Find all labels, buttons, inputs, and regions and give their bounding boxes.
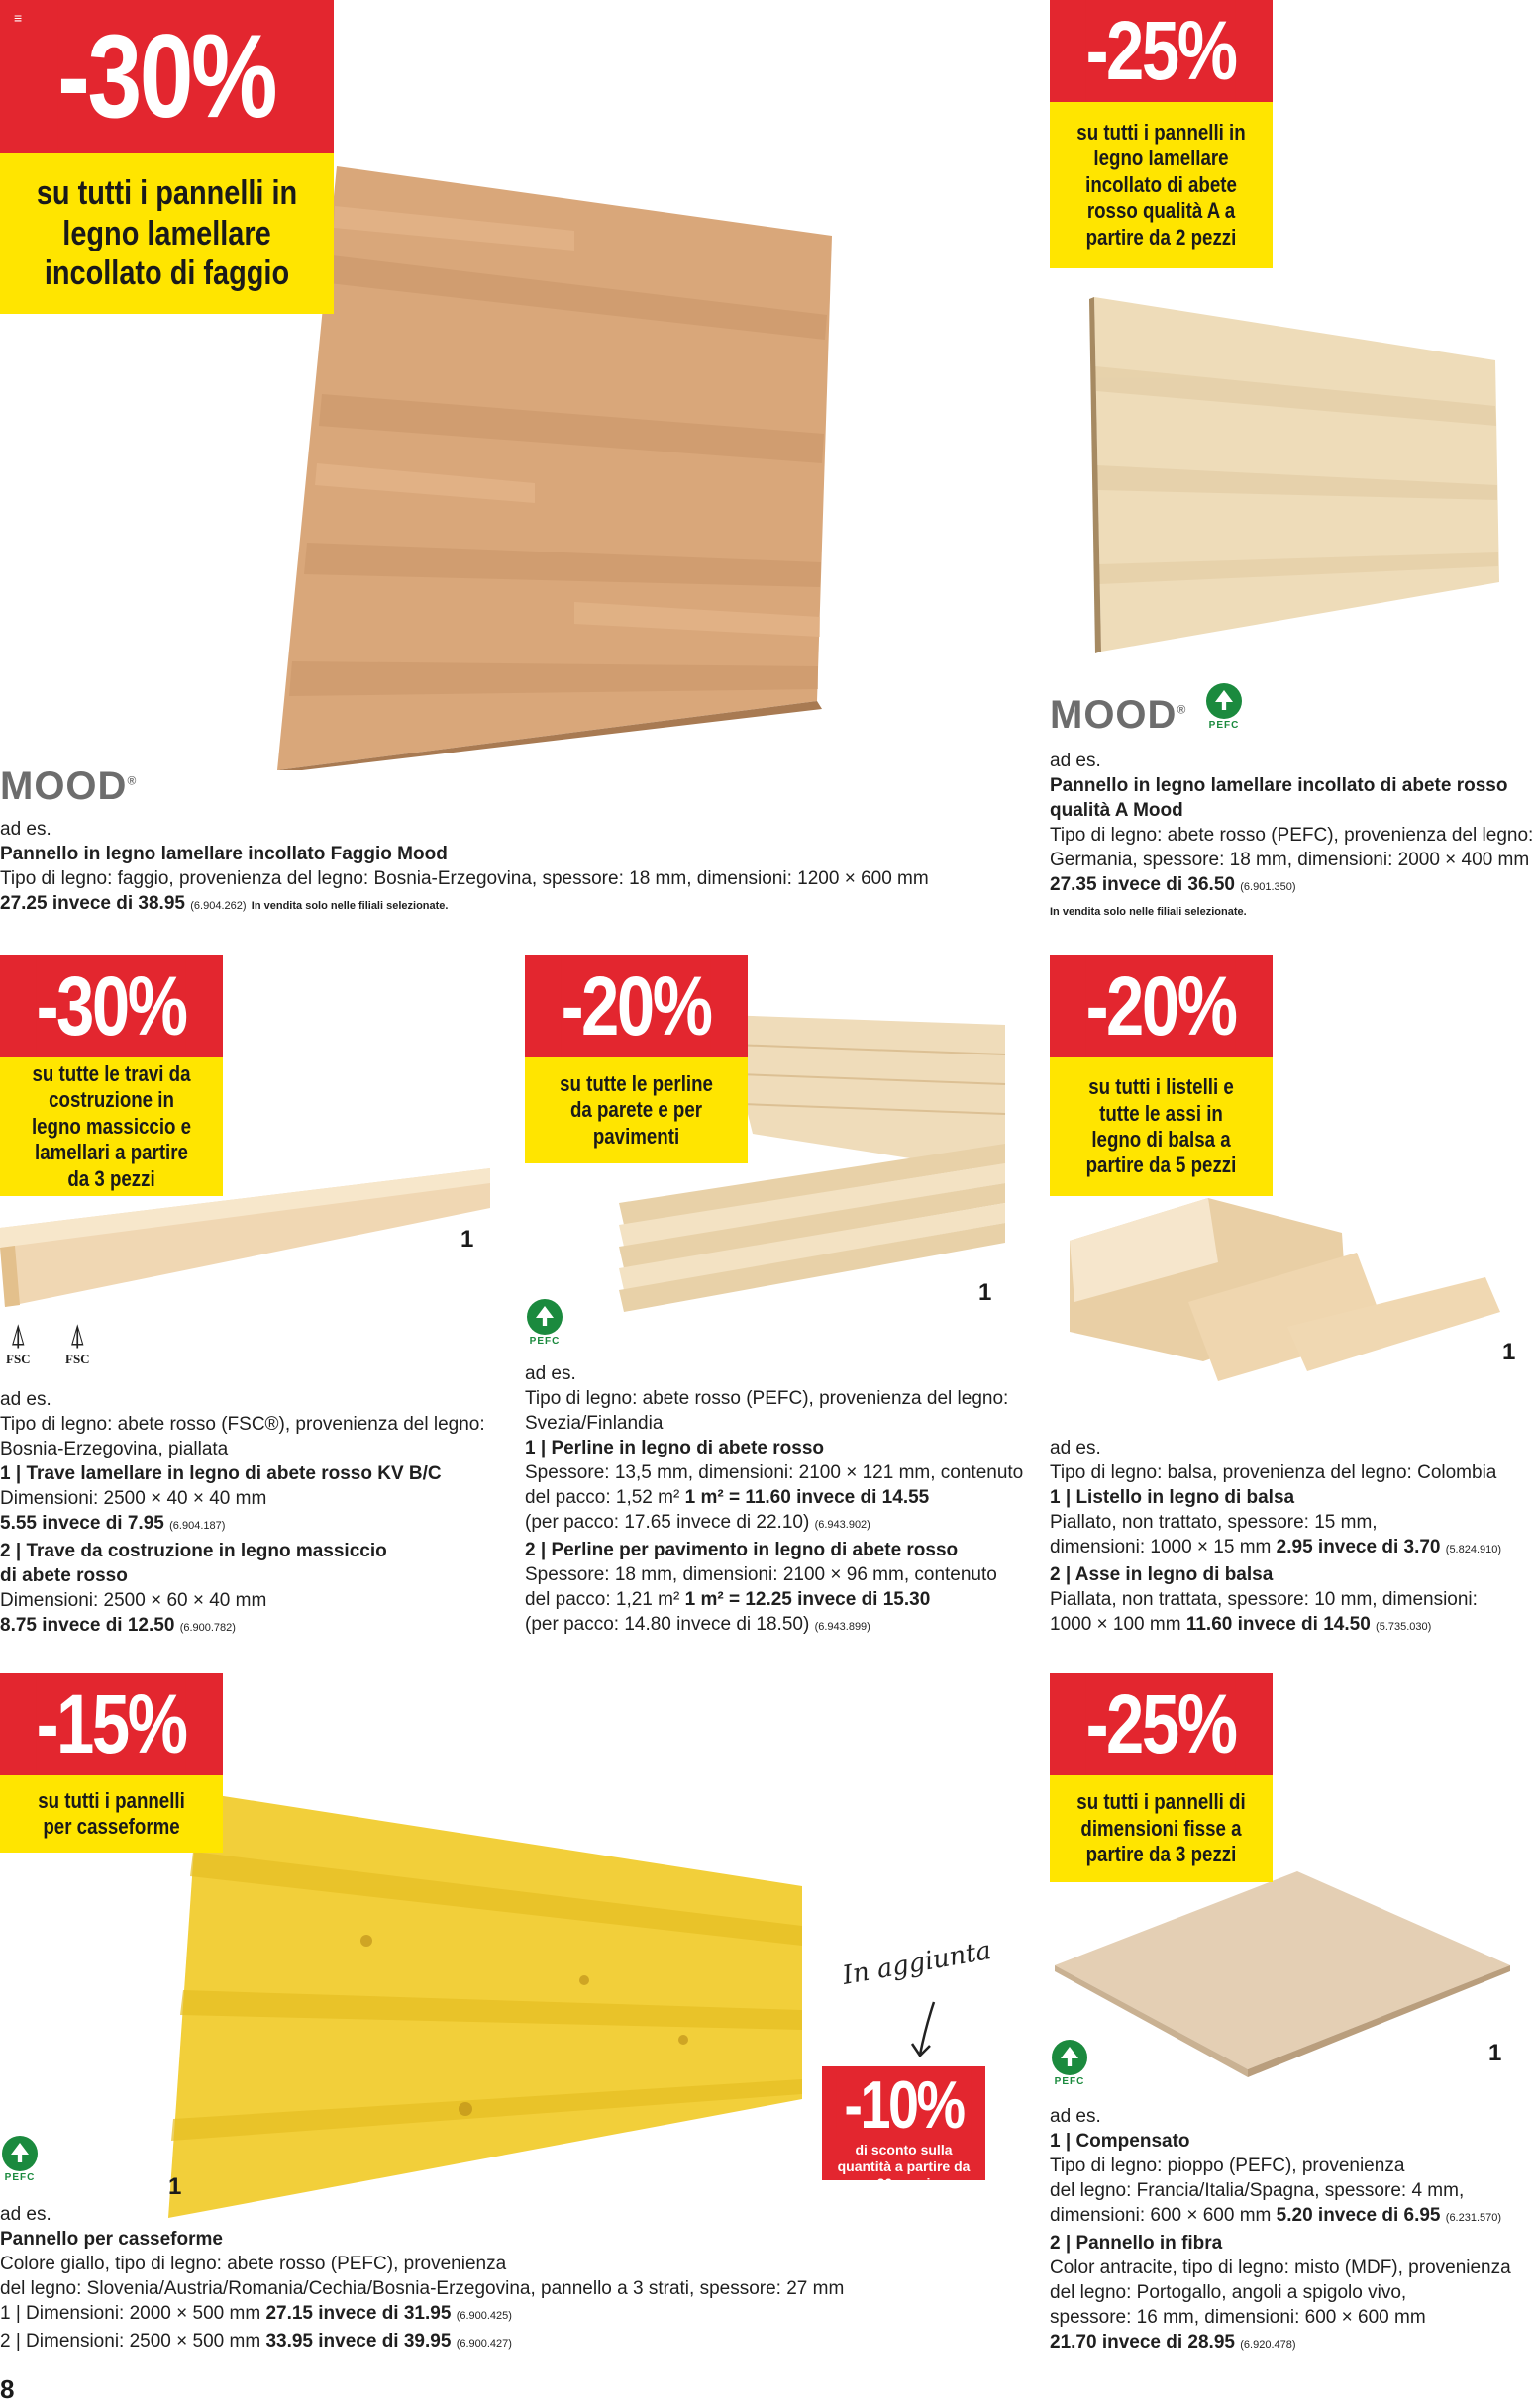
article-code: (6.943.899) [814, 1621, 870, 1633]
discount-text: su tutti i pannelli per casseforme [38, 1787, 185, 1839]
pefc-icon [1206, 683, 1242, 719]
article-code: (5.824.910) [1445, 1544, 1502, 1555]
product-price: 5.20 invece di 6.95 [1276, 2205, 1441, 2226]
item-name: 1 | Trave lamellare in legno di abete rosso KV B/C [0, 1463, 442, 1484]
product-price: 33.95 invece di 39.95 [265, 2331, 452, 2352]
pefc-logo: PEFC [1206, 683, 1242, 731]
pack-price: (per pacco: 17.65 invece di 22.10) [525, 1512, 810, 1533]
discount-text: su tutti i pannelli in legno lamellare incollato di faggio [36, 173, 298, 293]
item-description: Piallato, non trattato, spessore: 15 mm, [1050, 1512, 1378, 1533]
handwritten-note: In aggiunta [840, 1936, 994, 1991]
item-description: del pacco: 1,52 m² [525, 1487, 680, 1508]
item-number: 1 [1488, 2040, 1502, 2066]
product-description: Bosnia-Erzegovina, piallata [0, 1439, 229, 1459]
discount-badge-fixed-panels [1050, 1673, 1273, 1882]
product-beams-text [0, 1387, 515, 1641]
product-price: 27.25 invece di 38.95 [0, 893, 185, 914]
discount-badge-formwork [0, 1673, 223, 1853]
pefc-icon [2, 2136, 38, 2171]
item-description: spessore: 16 mm, dimensioni: 600 × 600 mm [1050, 2307, 1426, 2328]
discount-text: su tutti i listelli e tutte le assi in legno di balsa a partire da 5 pezzi [1085, 1074, 1237, 1178]
product-description: del legno: Slovenia/Austria/Romania/Cechia/Bosnia-Erzegovina, pannello a 3 strati, spessore: 27 mm [0, 2278, 845, 2299]
availability-note: In vendita solo nelle filiali selezionate. [251, 900, 449, 912]
item-name: 2 | Pannello in fibra [1050, 2233, 1223, 2254]
product-description: Tipo di legno: faggio, provenienza del legno: Bosnia-Erzegovina, spessore: 18 mm, dimensioni: 1200 × 600 mm [0, 868, 929, 889]
article-code: (6.904.187) [169, 1520, 226, 1532]
product-formwork-text [0, 2202, 990, 2357]
article-code: (6.900.425) [456, 2310, 512, 2322]
item-name: 1 | Perline in legno di abete rosso [525, 1438, 825, 1458]
item-description: Piallata, non trattata, spessore: 10 mm, dimensioni: [1050, 1589, 1478, 1610]
discount-percent: -20% [562, 955, 711, 1057]
item-name: 2 | Perline per pavimento in legno di abete rosso [525, 1540, 959, 1560]
item-description: 1000 × 100 mm [1050, 1614, 1181, 1635]
mood-brand-logo: MOOD® [0, 764, 138, 808]
discount-text: su tutti i pannelli di dimensioni fisse a partire da 3 pezzi [1076, 1789, 1246, 1867]
fsc-logo: ⍋ FSC [65, 1319, 90, 1366]
product-price: 27.15 invece di 31.95 [265, 2303, 452, 2324]
discount-badge-spruce-a [1050, 0, 1273, 268]
page-number: 8 [0, 2374, 15, 2404]
product-description: Tipo di legno: abete rosso (FSC®), provenienza del legno: [0, 1414, 485, 1435]
formwork-panel-image [168, 1792, 807, 2228]
product-price: 5.55 invece di 7.95 [0, 1513, 164, 1534]
item-description: Spessore: 18 mm, dimensioni: 2100 × 96 mm, contenuto [525, 1564, 997, 1585]
product-description: Tipo di legno: abete rosso (PEFC), provenienza del legno: [525, 1388, 1009, 1409]
ad-label: ad es. [1050, 2106, 1101, 2127]
article-code: (6.231.570) [1445, 2212, 1502, 2224]
product-price: 2.95 invece di 3.70 [1276, 1537, 1441, 1557]
product-price: 27.35 invece di 36.50 [1050, 874, 1235, 895]
mood-brand-logo: MOOD® [1050, 693, 1187, 737]
top-corner-mark: ≡ [14, 10, 23, 26]
product-description: Svezia/Finlandia [525, 1413, 664, 1434]
fsc-logo: ⍋ FSC [6, 1319, 31, 1366]
discount-percent: -30% [37, 955, 186, 1057]
item-number: 1 [1502, 1339, 1516, 1365]
article-code: (6.920.478) [1240, 2339, 1296, 2351]
item-name: 2 | Trave da costruzione in legno massiccio [0, 1541, 387, 1561]
item-dimensions: 2 | Dimensioni: 2500 × 500 mm [0, 2331, 261, 2352]
product-name: Pannello in legno lamellare incollato Faggio Mood [0, 844, 448, 864]
unit-price: 1 m² = 11.60 invece di 14.55 [684, 1487, 930, 1508]
discount-text: su tutti i pannelli in legno lamellare incollato di abete rosso qualità A a partire da 2 pezzi [1076, 120, 1246, 250]
pefc-logo: PEFC [1052, 2040, 1087, 2087]
ad-label: ad es. [1050, 1438, 1101, 1458]
discount-percent: -10% [837, 2066, 971, 2140]
product-floorboards-text [525, 1361, 1040, 1640]
item-name: 1 | Listello in legno di balsa [1050, 1487, 1295, 1508]
product-spruce-a-text [1050, 749, 1535, 925]
ad-label: ad es. [0, 2204, 51, 2225]
product-balsa-text [1050, 1436, 1535, 1640]
article-code: (6.900.782) [179, 1622, 236, 1634]
item-number: 1 [460, 1226, 474, 1253]
availability-note: In vendita solo nelle filiali selezionate. [1050, 906, 1247, 918]
discount-percent: -15% [37, 1673, 186, 1775]
article-code: (6.900.427) [456, 2338, 512, 2350]
pefc-logo: PEFC [527, 1299, 563, 1347]
beech-panel-image [277, 166, 832, 770]
discount-badge-balsa [1050, 955, 1273, 1196]
item-description: Spessore: 13,5 mm, dimensioni: 2100 × 121 mm, contenuto [525, 1462, 1024, 1483]
item-description: Color antracite, tipo di legno: misto (MDF), provenienza [1050, 2258, 1511, 2278]
discount-badge-floorboards [525, 955, 748, 1163]
product-beech-text [0, 817, 990, 919]
item-number: 1 [978, 1279, 992, 1306]
article-code: (6.901.350) [1240, 881, 1296, 893]
item-description: del pacco: 1,21 m² [525, 1589, 680, 1610]
product-description: Tipo di legno: abete rosso (PEFC), provenienza del legno: [1050, 825, 1534, 846]
discount-badge-beech [0, 0, 334, 314]
ad-label: ad es. [0, 819, 51, 840]
pefc-logo: PEFC [2, 2136, 38, 2183]
product-price: 8.75 invece di 12.50 [0, 1615, 175, 1636]
product-panels-text [1050, 2104, 1535, 2358]
item-number: 1 [168, 2173, 182, 2200]
discount-text: su tutte le travi da costruzione in legno massiccio e lamellari a partire da 3 pezzi [31, 1061, 192, 1191]
discount-percent: -20% [1086, 955, 1236, 1057]
article-code: (6.943.902) [814, 1519, 870, 1531]
discount-text: su tutte le perline da parete e per pavimenti [560, 1070, 713, 1149]
product-description: Tipo di legno: balsa, provenienza del legno: Colombia [1050, 1462, 1497, 1483]
item-name: di abete rosso [0, 1565, 128, 1586]
item-dimensions: Dimensioni: 2500 × 40 × 40 mm [0, 1488, 267, 1509]
pefc-icon [1052, 2040, 1087, 2075]
discount-badge-beams [0, 955, 223, 1196]
item-description: Tipo di legno: pioppo (PEFC), provenienza [1050, 2156, 1405, 2176]
product-price: 11.60 invece di 14.50 [1185, 1614, 1371, 1635]
discount-percent: -30% [58, 0, 276, 153]
pack-price: (per pacco: 14.80 invece di 18.50) [525, 1614, 810, 1635]
item-description: dimensioni: 1000 × 15 mm [1050, 1537, 1272, 1557]
product-name: qualità A Mood [1050, 800, 1183, 821]
discount-text: di sconto sulla quantità a partire da 20 pezzi [837, 2142, 971, 2191]
item-description: dimensioni: 600 × 600 mm [1050, 2205, 1272, 2226]
discount-percent: -25% [1086, 0, 1236, 102]
pefc-icon [527, 1299, 563, 1335]
balsa-image [1060, 1193, 1515, 1386]
tree-icon: ⍋ [9, 1319, 28, 1352]
unit-price: 1 m² = 12.25 invece di 15.30 [684, 1589, 931, 1610]
quantity-discount-badge [822, 2066, 985, 2191]
spruce-panel-image [1089, 297, 1505, 653]
tree-icon: ⍋ [68, 1319, 87, 1352]
item-name: 2 | Asse in legno di balsa [1050, 1564, 1274, 1585]
product-price: 21.70 invece di 28.95 [1050, 2332, 1235, 2353]
product-description: Germania, spessore: 18 mm, dimensioni: 2000 × 400 mm [1050, 850, 1530, 870]
item-name: 1 | Compensato [1050, 2131, 1190, 2152]
product-description: Colore giallo, tipo di legno: abete rosso (PEFC), provenienza [0, 2254, 507, 2274]
discount-percent: -25% [1086, 1673, 1236, 1775]
product-name: Pannello in legno lamellare incollato di abete rosso [1050, 775, 1508, 796]
product-name: Pannello per casseforme [0, 2229, 223, 2250]
arrow-down-icon [906, 2000, 946, 2059]
ad-label: ad es. [0, 1389, 51, 1410]
article-code: (5.735.030) [1376, 1621, 1432, 1633]
item-description: del legno: Portogallo, angoli a spigolo vivo, [1050, 2282, 1407, 2303]
article-code: (6.904.262) [190, 900, 247, 912]
item-dimensions: Dimensioni: 2500 × 60 × 40 mm [0, 1590, 267, 1611]
ad-label: ad es. [1050, 751, 1101, 771]
item-dimensions: 1 | Dimensioni: 2000 × 500 mm [0, 2303, 261, 2324]
ad-label: ad es. [525, 1363, 576, 1384]
plywood-image [1050, 1871, 1515, 2079]
item-description: del legno: Francia/Italia/Spagna, spessore: 4 mm, [1050, 2180, 1465, 2201]
